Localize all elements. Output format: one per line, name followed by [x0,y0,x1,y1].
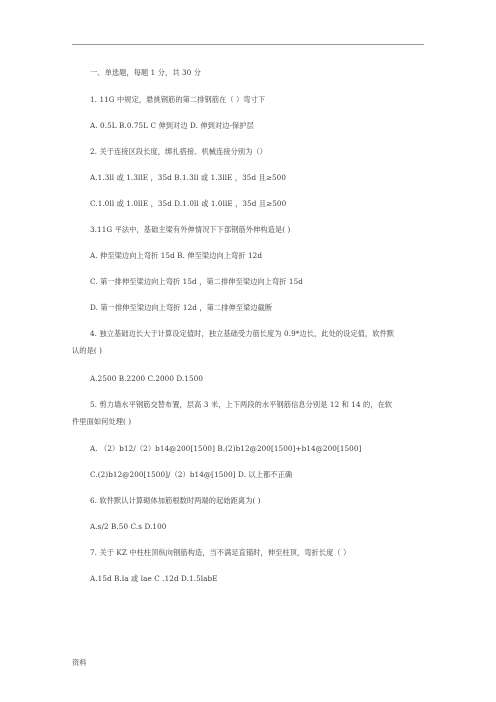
question-6-options: A.s/2 B.50 C.s D.100 [90,522,167,531]
header-rule [72,44,424,45]
question-1: 1. 11G 中规定，悬挑钢筋的第二排钢筋在（ ）弯寸下 [90,95,266,104]
question-7: 7. 关于 KZ 中柱柱顶纵向钢筋构造，当不满足直锚时，伸至柱顶，弯折长度（ ） [90,548,351,557]
question-3-options-ab: A. 伸至梁边向上弯折 15d B. 伸至梁边向上弯折 12d [90,251,263,260]
question-7-options: A.15d B.la 或 lae C .12d D.1.5labE [90,574,218,583]
question-5-continued: 件里面如何处理( ) [72,417,132,426]
question-2-options-cd: C.1.0ll 或 1.0llE ，35d D.1.0ll 或 1.0llE ，35d 且≥500 [90,199,287,208]
question-3: 3.11G 平法中，基础主梁有外伸情况下下部钢筋外伸构造是( ) [90,225,291,234]
question-5-options-ab: A. （2）b12/（2）b14@200[1500] B.(2)b12@200[1500]+b14@200[1500] [90,444,362,453]
question-4: 4. 独立基础边长大于计算设定值时，独立基础受力筋长度为 0.9*边长，此处的设定值，软件默 [90,329,395,338]
question-5-options-cd: C.(2)b12@200[1500]/（2）b14@[1500] D. 以上都不正确 [90,470,293,479]
question-2: 2. 关于连接区段长度，绑扎搭接、机械连接分别为（） [90,147,268,156]
question-3-option-d: D. 第一排伸至梁边向上弯折 12d ，第二排伸至梁边截断 [90,303,273,312]
question-3-option-c: C. 第一排伸至梁边向上弯折 15d ，第二排伸至梁边向上弯折 15d [90,277,303,286]
question-6: 6. 软件默认计算砌体加筋根数时两端的起始距离为( ) [90,496,261,505]
question-2-options-ab: A.1.3ll 或 1.3llE ，35d B.1.3ll 或 1.3llE ，35d 且≥500 [90,173,286,182]
question-5: 5. 剪力墙水平钢筋交替布置，层高 3 米，上下两段的水平钢筋信息分别是 12 和 14 的，在软 [90,400,393,409]
page-footer: 资料 [72,658,87,667]
question-4-options: A.2500 B.2200 C.2000 D.1500 [90,374,204,383]
question-1-options: A. 0.5L B.0.75L C 伸到对边 D. 伸到对边-保护层 [90,121,254,130]
section-heading: 一、单选题，每题 1 分，共 30 分 [90,68,202,77]
question-4-continued: 认的是( ) [72,346,103,355]
